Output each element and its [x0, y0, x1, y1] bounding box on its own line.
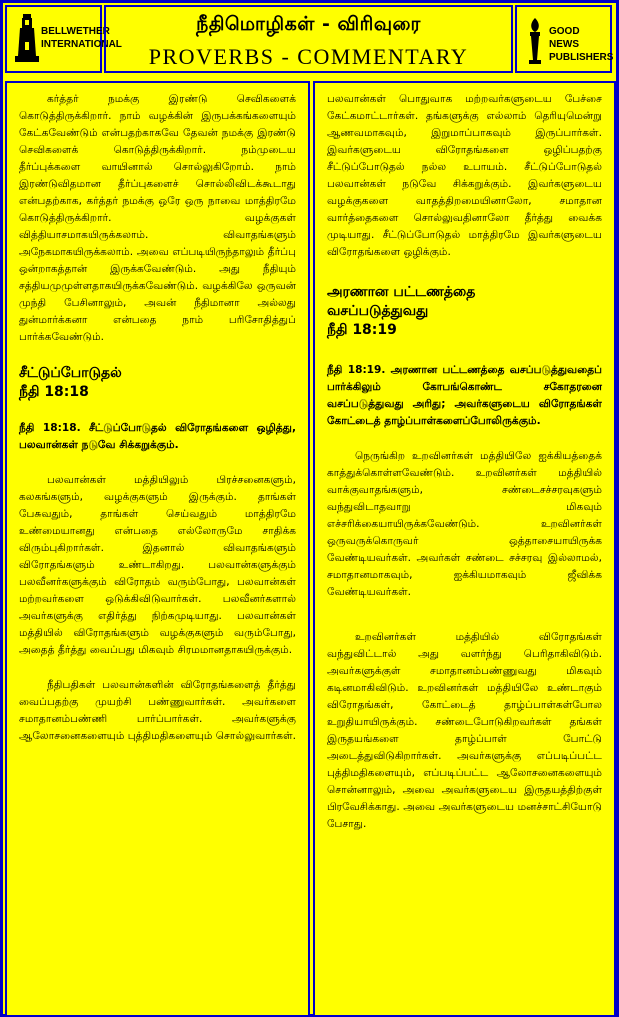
right-paragraph-3: உறவினர்கள் மத்தியில் விரோதங்கள் வந்துவிட்டால் அது வளர்ந்து பெரிதாகிவிடும். அவர்களுக்குள் சமாதானம்பண்ணுவது மிகவும் கடினமாகிவிடும். உறவினர்கள் மத்தியிலே உண்டாகும் விரோதங்கள், கோட்டைத் தாழ்ப்பாள்கள்போல உறுதியாயிருக்கும். சண்டைபோடுகிறவர்கள் தங்கள் இருதயங்களை தாழ்ப்பாள் போட்டு அடைத்துவிடுகிறார்கள். அவர்களுக்கு எப்படிப்பட்ட புத்திமதிகளையும், எப்படிப்பட்ட ஆலோசனைகளையும் சொன்னாலும், அவை அவர்களுடைய இருதயத்திற்குள் பிரவேசிக்காது. அவை அவர்களுடைய மனச்சாட்சியோடு பேசாது.	[327, 631, 602, 830]
bellwether-logo-text: BELLWETHER INTERNATIONAL	[41, 26, 122, 50]
left-paragraph-1: கர்த்தர் நமக்கு இரண்டு செவிகளைக் கொடுத்திருக்கிறார். நாம் வழக்கின் இருபக்கங்களையும் கேட்கவேண்டும் என்பதற்காகவே தேவன் நமக்கு இரண்டு செவிகளைக் கொடுத்திருக்கிறார். நம்முடைய தீர்ப்புக்களை வாயினால் சொல்லுகிறோம். நாம் இரண்டுவிதமான தீர்ப்புகளைச் சொல்லிவிடக்கூடாது என்பதற்காக, கர்த்தர் நமக்கு ஒரே ஒரு நாவை மாத்திரமே கொடுத்திருக்கிறார். வழக்குகள் வித்தியாசமாகயிருக்கலாம். விவாதங்களும் அநேகமாகயிருக்கலாம். அவை எப்படியிருந்தாலும் தீர்ப்பு ஒன்றாகத்தான் இருக்கவேண்டும். அது நீதியும் சத்தியமுமுள்ளதாகயிருக்கவேண்டும். வழக்கிலே ஒருவன் முந்தி பேசினாலும், அவன் நீதிமானா அல்லது துன்மார்க்கனா என்பதை நாம் பரிசோதித்துப் பார்க்கவேண்டும்.	[19, 93, 296, 343]
left-column	[5, 81, 310, 1017]
header	[3, 3, 616, 78]
right-column	[313, 81, 616, 1017]
tower-icon	[13, 12, 41, 68]
heading-city-title: அரணான பட்டணத்தை	[327, 284, 476, 300]
heading-city-sub: வசப்படுத்துவது	[327, 303, 429, 319]
torch-icon	[523, 16, 547, 66]
heading-city-ref: நீதி 18:19	[327, 322, 397, 338]
verse-18-19: நீதி 18:19. அரணான பட்டணத்தை வசப்படுத்துவதைப் பார்க்கிலும் கோபங்கொண்ட சகோதரனை வசப்படுத்துவது அரிது; அவர்களுடைய விரோதங்கள் கோட்டைத் தாழ்ப்பாள்களைப்போலிருக்கும்.	[327, 364, 602, 427]
right-paragraph-2: நெருங்கிற உறவினர்கள் மத்தியிலே ஐக்கியத்தைக் காத்துக்கொள்ளவேண்டும். உறவினர்கள் மத்தியில் வாக்குவாதங்களும், சண்டைசச்சரவுகளும் வந்துவிடாதவாறு மிகவும் எச்சரிக்கையாயிருக்கவேண்டும். உறவினர்கள் ஒருவருக்கொருவர் ஒத்தாசையாயிருக்க வேண்டியவர்கள். அவர்கள் சண்டை சச்சரவு இல்லாமல், சமாதானமாகவும், ஐக்கியமாகவும் ஜீவிக்க வேண்டியவர்கள்.	[327, 450, 602, 598]
bellwether-logo	[5, 5, 122, 73]
left-paragraph-3: நீதிபதிகள் பலவான்களின் விரோதங்களைத் தீர்த்து வைப்பதற்கு முயற்சி பண்ணுவார்கள். அவர்களை சமாதானம்பண்ணி பார்ப்பார்கள். அவர்களுக்கு ஆலோசனைகளையும் புத்திமதிகளையும் சொல்லுவார்கள்.	[19, 679, 297, 742]
good-news-logo-text: GOOD NEWS PUBLISHERS	[549, 26, 614, 63]
good-news-logo	[515, 5, 612, 73]
left-paragraph-2: பலவான்கள் மத்தியிலும் பிரச்சனைகளும், கலகங்களும், வழக்குகளும் இருக்கும். தாங்கள் பேசுவதும், தாங்கள் செய்வதும் மாத்திரமே உண்மையானது என்பதை எல்லோருமே சாதிக்க விரும்புகிறார்கள். இதனால் விவாதங்களும் விரோதங்களும் உண்டாகிறது. பலவான்களுக்கும் பலவீனர்களுக்கும் விரோதம் வரும்போது, பலவான்கள் மற்றவர்களை ஒடுக்கிவிடுவார்கள். பலவீனர்களால் அவர்களுக்கு எதிர்த்து நிற்கமுடியாது. பலவான்கள் மத்தியில் விரோதங்களும் வழக்குகளும் வரும்போது, அதைத் தீர்த்து வைப்பது மிகவும் சிரமமானதாகயிருக்கும்.	[19, 474, 296, 656]
tamil-title: நீதிமொழிகள் - விரிவுரை	[196, 13, 421, 35]
heading-lots-title: சீட்டுப்போடுதல்	[19, 365, 122, 381]
verse-18-18: நீதி 18:18. சீட்டுப்போடுதல் விரோதங்களை ஒழித்து, பலவான்கள் நடுவே சிக்கறுக்கும்.	[19, 422, 296, 451]
heading-lots-ref: நீதி 18:18	[19, 384, 89, 400]
title-box	[104, 5, 513, 73]
right-paragraph-1: பலவான்கள் பொதுவாக மற்றவர்களுடைய பேச்சை கேட்கமாட்டார்கள். தங்களுக்கு எல்லாம் தெரியுமென்று ஆணவமாகவும், இறுமாப்பாகவும் இருப்பார்கள். இவர்களுடைய விரோதங்களை ஒழிப்பதற்கு சீட்டுப்போடுதல் நல்ல உபாயம். சீட்டுப்போடுதல் பலவான்கள் நடுவே சிக்கறுக்கும். இவர்களுடைய வழக்குகளை வாதத்திறமையினாலோ, சமாதான வார்த்தைகளை சொல்லுவதினாலோ தீர்த்து வைக்க முடியாது. சீட்டுப்போடுதல் மாத்திரமே இவர்களுடைய விரோதங்களை ஒழிக்கும்.	[327, 93, 602, 258]
english-title: PROVERBS - COMMENTARY	[148, 44, 469, 69]
